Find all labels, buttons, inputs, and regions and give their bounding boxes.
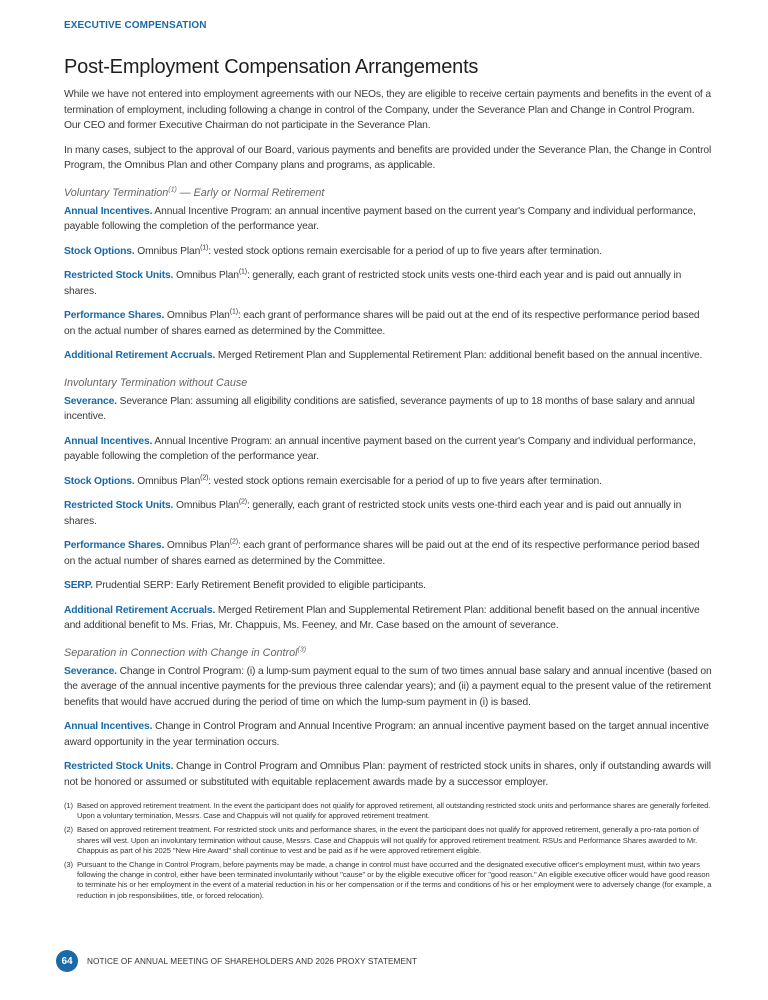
benefit-description: : vested stock options remain exercisable for a period of up to five years after termination.: [208, 475, 602, 487]
section-heading-text: Voluntary Termination: [64, 186, 169, 199]
page-footer: [56, 950, 417, 972]
benefit-plan: Merged Retirement Plan and Supplemental Retirement Plan: additional benefit based on the annual incentive and additional benefit to Ms. Frias, Mr. Chappuis, Ms. Feeney, and Mr. Case based on the amount of severance.: [64, 604, 700, 631]
footnote-number: (1): [64, 801, 73, 810]
benefit-item: [64, 578, 712, 594]
section-heading: [64, 646, 712, 661]
benefit-item: [64, 204, 712, 235]
benefit-plan: Omnibus Plan: [134, 245, 201, 257]
benefit-item: [64, 308, 712, 339]
benefit-plan: Change in Control Program: (i) a lump-sum payment equal to the sum of two times annual base salary and annual incentive (based on the average of the annual incentive payments for the previous three calendar years); and (ii) a payment equal to the present value of the retirement benefits that would have accrued during the period of time on which the lump-sum payment in (i) is based.: [64, 665, 712, 708]
benefit-label: Performance Shares.: [64, 540, 165, 551]
benefit-plan: Annual Incentive Program: an annual incentive payment based on the current year's Company and individual performance, payable following the completion of the performance year.: [64, 205, 696, 232]
benefit-description: : vested stock options remain exercisable for a period of up to five years after termination.: [208, 245, 602, 257]
benefit-item: [64, 538, 712, 569]
benefit-label: Annual Incentives.: [64, 205, 153, 217]
footnote-ref: (1): [229, 308, 238, 316]
benefit-label: Restricted Stock Units.: [64, 761, 174, 772]
benefit-item: [64, 498, 712, 529]
footnote-text: Based on approved retirement treatment. For restricted stock units and performance shares, in the event the participant does not qualify for approved retirement, generally a pro-rata portion of shares will vest. Upon an involuntary termination without cause, Messrs. Case and Chappuis will not qualify for approved retirement treatment. RSUs and Performance Shares awarded to Mr. Chappuis as part of his 2025 "New Hire Award" shall continue to vest and be paid as if he were approved retirement eligible.: [77, 825, 699, 855]
benefit-item: [64, 394, 712, 425]
footer-text: NOTICE OF ANNUAL MEETING OF SHAREHOLDERS AND 2026 PROXY STATEMENT: [87, 956, 418, 966]
section-heading-text: Involuntary Termination without Cause: [64, 376, 248, 389]
section-header: EXECUTIVE COMPENSATION: [64, 20, 207, 31]
page-number: 64: [56, 950, 78, 972]
section-heading-text: Separation in Connection with Change in Control: [64, 646, 298, 659]
section-heading: [64, 376, 712, 391]
benefit-item: [64, 434, 712, 465]
benefit-plan: Severance Plan: assuming all eligibility conditions are satisfied, severance payments of up to 18 months of base salary and annual incentive.: [64, 395, 695, 422]
footnote-ref: (3): [297, 645, 307, 653]
benefit-plan: Prudential SERP: Early Retirement Benefit provided to eligible participants.: [92, 580, 426, 591]
section-heading: [64, 186, 712, 201]
main-content: [64, 56, 712, 799]
footnote: [64, 860, 712, 901]
benefit-label: Additional Retirement Accruals.: [64, 604, 216, 616]
footnote-ref: (2): [200, 474, 209, 482]
benefit-label: Annual Incentives.: [64, 721, 153, 732]
footnote-ref: (1): [238, 268, 247, 276]
benefit-plan: Change in Control Program and Omnibus Plan: payment of restricted stock units in shares, only if outstanding awards will not be honored or assumed or substituted with equitable replacement awards made by a successor employer.: [64, 761, 711, 788]
benefit-item: [64, 759, 712, 790]
benefit-label: Stock Options.: [64, 245, 135, 257]
benefit-description: : generally, each grant of restricted stock units vests one-third each year and is paid out annually in shares.: [64, 270, 682, 297]
benefit-item: [64, 268, 712, 299]
footnote-ref: (2): [229, 538, 238, 546]
benefit-description: : each grant of performance shares will be paid out at the end of its respective performance period based on the actual number of shares earned as determined by the Committee.: [64, 310, 700, 337]
benefit-item: [64, 348, 712, 364]
benefit-label: Restricted Stock Units.: [64, 270, 174, 281]
benefit-plan: Merged Retirement Plan and Supplemental Retirement Plan: additional benefit based on the annual incentive.: [215, 350, 703, 361]
benefit-description: : each grant of performance shares will be paid out at the end of its respective performance period based on the actual number of shares earned as determined by the Committee.: [64, 540, 700, 567]
benefit-plan: Annual Incentive Program: an annual incentive payment based on the current year's Company and individual performance, payable following the completion of the performance year.: [64, 435, 696, 462]
intro-paragraph: While we have not entered into employment agreements with our NEOs, they are eligible to receive certain payments and benefits in the event of a termination of employment, including following a change in control of the Company, under the Severance Plan and Change in Control Program. Our CEO and former Executive Chairman do not participate in the Severance Plan.: [64, 89, 711, 131]
benefit-plan: Omnibus Plan: [164, 540, 230, 551]
section-heading-suffix: — Early or Normal Retirement: [176, 186, 325, 199]
benefit-item: [64, 474, 712, 490]
benefit-label: Performance Shares.: [64, 310, 165, 321]
benefit-plan: Omnibus Plan: [173, 500, 239, 511]
footnote: [64, 801, 712, 821]
footnote-ref: (1): [200, 244, 209, 252]
sections: [64, 186, 712, 791]
footnote-text: Based on approved retirement treatment. In the event the participant does not qualify for approved retirement, all outstanding restricted stock units and performance shares are generally forfeited. Upon a voluntary termination, Messrs. Case and Chappuis will not qualify for approved retirement treatment.: [77, 801, 711, 821]
benefit-label: Annual Incentives.: [64, 435, 153, 447]
footnote-number: (3): [64, 860, 73, 870]
benefit-plan: Omnibus Plan: [173, 270, 239, 281]
benefit-description: : generally, each grant of restricted stock units vests one-third each year and is paid out annually in shares.: [64, 500, 682, 527]
benefit-plan: Change in Control Program and Annual Incentive Program: an annual incentive payment based on the target annual incentive award opportunity in the year termination occurs.: [64, 721, 709, 748]
benefit-label: Restricted Stock Units.: [64, 500, 174, 511]
benefit-plan: Omnibus Plan: [134, 475, 201, 487]
page-title: Post-Employment Compensation Arrangements: [64, 56, 479, 78]
footnote-text: Pursuant to the Change in Control Program, before payments may be made, a change in control must have occurred and the designated executive officer's employment must, within two years following the change in control, either have been terminated involuntarily without "cause" or by the eligible executive officer for "good reason." An eligible executive officer would have good reason to terminate his or her employment in the event of a material reduction in his or her compensation or if the terms and conditions of his or her employment were to adversely change (for example, a reduction in job responsibilities, title, or forced relocation).: [77, 860, 712, 900]
footnotes: [64, 801, 712, 905]
intro-paragraph: In many cases, subject to the approval of our Board, various payments and benefits are provided under the Severance Plan, the Change in Control Program, the Omnibus Plan and other Company plans and programs, as applicable.: [64, 144, 712, 171]
benefit-item: [64, 664, 712, 711]
benefit-label: SERP.: [64, 580, 93, 591]
benefit-item: [64, 719, 712, 750]
footnote-number: (2): [64, 825, 73, 835]
footnote-ref: (2): [238, 498, 247, 506]
footnote-ref: (1): [168, 185, 177, 193]
benefit-plan: Omnibus Plan: [164, 310, 230, 321]
benefit-label: Severance.: [64, 395, 117, 407]
benefit-label: Stock Options.: [64, 475, 135, 487]
benefit-label: Severance.: [64, 665, 117, 677]
benefit-label: Additional Retirement Accruals.: [64, 350, 216, 361]
benefit-item: [64, 244, 712, 260]
benefit-item: [64, 603, 712, 634]
footnote: [64, 825, 712, 856]
